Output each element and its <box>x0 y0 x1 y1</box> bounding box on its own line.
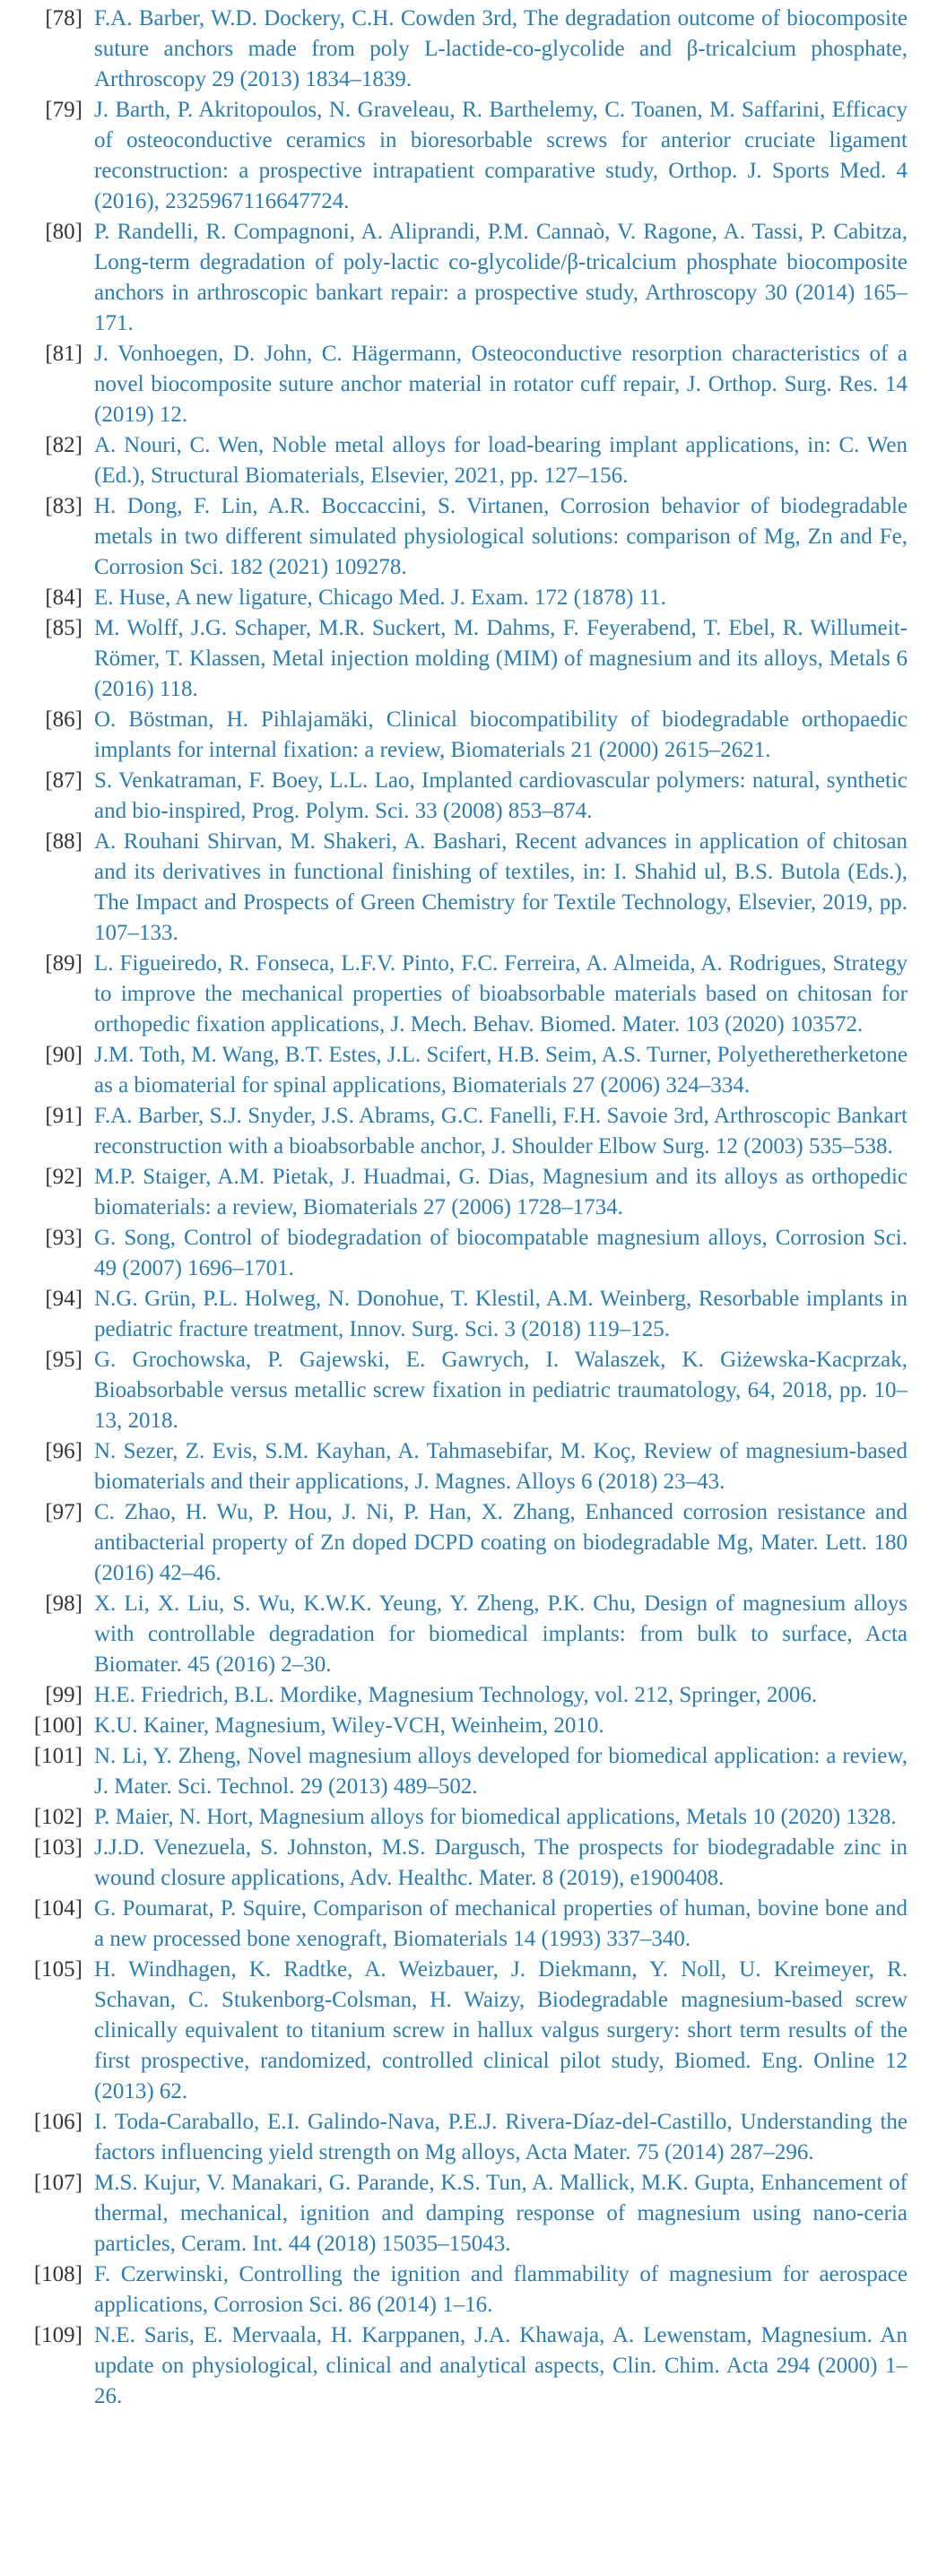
reference-number: [92] <box>45 1165 83 1189</box>
reference-item <box>25 1223 908 1284</box>
reference-item <box>25 1284 908 1345</box>
reference-number: [86] <box>45 707 83 732</box>
reference-link[interactable]: G. Song, Control of biodegradation of biocompatable magnesium alloys, Corrosion Sci. 49 (2007) 1696–1701. <box>94 1226 908 1280</box>
reference-link[interactable]: G. Grochowska, P. Gajewski, E. Gawrych, I. Walaszek, K. Giżewska-Kacprzak, Bioabsorbable versus metallic screw fixation in pediatric traumatology, 64, 2018, pp. 10–13, 2018. <box>94 1348 908 1433</box>
reference-link[interactable]: J. Vonhoegen, D. John, C. Hägermann, Osteoconductive resorption characteristics of a novel biocomposite suture anchor material in rotator cuff repair, J. Orthop. Surg. Res. 14 (2019) 12. <box>94 342 908 427</box>
reference-link[interactable]: J.J.D. Venezuela, S. Johnston, M.S. Dargusch, The prospects for biodegradable zinc in wound closure applications, Adv. Healthc. Mater. 8 (2019), e1900408. <box>94 1835 908 1890</box>
reference-number: [82] <box>45 433 83 457</box>
reference-link[interactable]: P. Maier, N. Hort, Magnesium alloys for biomedical applications, Metals 10 (2020) 1328. <box>94 1805 897 1829</box>
reference-item <box>25 491 908 583</box>
reference-link[interactable]: N. Sezer, Z. Evis, S.M. Kayhan, A. Tahmasebifar, M. Koç, Review of magnesium-based biomaterials and their applications, J. Magnes. Alloys 6 (2018) 23–43. <box>94 1439 908 1494</box>
reference-number: [88] <box>45 829 83 854</box>
reference-link[interactable]: F. Czerwinski, Controlling the ignition and flammability of magnesium for aerospace applications, Corrosion Sci. 86 (2014) 1–16. <box>94 2262 908 2317</box>
reference-number: [101] <box>33 1744 83 1768</box>
reference-link[interactable]: L. Figueiredo, R. Fonseca, L.F.V. Pinto, F.C. Ferreira, A. Almeida, A. Rodrigues, Strategy to improve the mechanical properties of bioabsorbable materials based on chitosan for orthopedic fixation applications, J. Mech. Behav. Biomed. Mater. 103 (2020) 103572. <box>94 951 908 1036</box>
reference-link[interactable]: H. Dong, F. Lin, A.R. Boccaccini, S. Virtanen, Corrosion behavior of biodegradable metals in two different simulated physiological solutions: comparison of Mg, Zn and Fe, Corrosion Sci. 182 (2021) 109278. <box>94 494 908 579</box>
reference-number: [100] <box>33 1713 83 1738</box>
reference-number: [105] <box>33 1957 83 1982</box>
reference-number: [85] <box>45 616 83 640</box>
reference-item <box>25 1345 908 1436</box>
reference-link[interactable]: H. Windhagen, K. Radtke, A. Weizbauer, J. Diekmann, Y. Noll, U. Kreimeyer, R. Schavan, C. Stukenborg-Colsman, H. Waizy, Biodegradable magnesium-based screw clinically equivalent to titanium screw in hallux valgus surgery: short term results of the first prospective, randomized, controlled clinical pilot study, Biomed. Eng. Online 12 (2013) 62. <box>94 1957 908 2103</box>
reference-item <box>25 583 908 613</box>
reference-link[interactable]: E. Huse, A new ligature, Chicago Med. J. Exam. 172 (1878) 11. <box>94 585 666 610</box>
reference-number: [97] <box>45 1500 83 1524</box>
reference-item <box>25 430 908 491</box>
reference-item <box>25 1711 908 1741</box>
reference-link[interactable]: I. Toda-Caraballo, E.I. Galindo-Nava, P.E.J. Rivera-Díaz-del-Castillo, Understanding the factors influencing yield strength on Mg alloys, Acta Mater. 75 (2014) 287–296. <box>94 2110 908 2164</box>
reference-number: [79] <box>45 98 83 122</box>
reference-number: [95] <box>45 1348 83 1372</box>
reference-item <box>25 1040 908 1101</box>
reference-item <box>25 2107 908 2168</box>
reference-item <box>25 1436 908 1497</box>
reference-item <box>25 1101 908 1162</box>
reference-number: [96] <box>45 1439 83 1463</box>
reference-item <box>25 1833 908 1894</box>
reference-link[interactable]: N.G. Grün, P.L. Holweg, N. Donohue, T. Klestil, A.M. Weinberg, Resorbable implants in pediatric fracture treatment, Innov. Surg. Sci. 3 (2018) 119–125. <box>94 1287 908 1341</box>
reference-link[interactable]: A. Rouhani Shirvan, M. Shakeri, A. Bashari, Recent advances in application of chitosan and its derivatives in functional finishing of textiles, in: I. Shahid ul, B.S. Butola (Eds.), The Impact and Prospects of Green Chemistry for Textile Technology, Elsevier, 2019, pp. 107–133. <box>94 829 908 945</box>
reference-item <box>25 4 908 95</box>
reference-item <box>25 2168 908 2259</box>
reference-number: [91] <box>45 1104 83 1128</box>
reference-number: [109] <box>33 2323 83 2347</box>
reference-link[interactable]: P. Randelli, R. Compagnoni, A. Aliprandi, P.M. Cannaò, V. Ragone, A. Tassi, P. Cabitza, Long-term degradation of poly-lactic co-glycolide/β-tricalcium phosphate biocomposite anchors in arthroscopic bankart repair: a prospective study, Arthroscopy 30 (2014) 165–171. <box>94 220 908 335</box>
reference-number: [102] <box>33 1805 83 1829</box>
reference-number: [94] <box>45 1287 83 1311</box>
reference-item <box>25 339 908 430</box>
reference-link[interactable]: S. Venkatraman, F. Boey, L.L. Lao, Implanted cardiovascular polymers: natural, synthetic and bio-inspired, Prog. Polym. Sci. 33 (2008) 853–874. <box>94 768 908 823</box>
reference-number: [98] <box>45 1592 83 1616</box>
reference-number: [103] <box>33 1835 83 1860</box>
reference-number: [84] <box>45 585 83 610</box>
reference-item <box>25 1894 908 1955</box>
reference-number: [107] <box>33 2171 83 2195</box>
reference-number: [89] <box>45 951 83 976</box>
reference-link[interactable]: M.S. Kujur, V. Manakari, G. Parande, K.S. Tun, A. Mallick, M.K. Gupta, Enhancement of thermal, mechanical, ignition and damping response of magnesium using nano-ceria particles, Ceram. Int. 44 (2018) 15035–15043. <box>94 2171 908 2256</box>
reference-link[interactable]: N. Li, Y. Zheng, Novel magnesium alloys developed for biomedical application: a review, J. Mater. Sci. Technol. 29 (2013) 489–502. <box>94 1744 908 1799</box>
reference-link[interactable]: J.M. Toth, M. Wang, B.T. Estes, J.L. Scifert, H.B. Seim, A.S. Turner, Polyetheretherketone as a biomaterial for spinal applications, Biomaterials 27 (2006) 324–334. <box>94 1043 908 1097</box>
reference-link[interactable]: X. Li, X. Liu, S. Wu, K.W.K. Yeung, Y. Zheng, P.K. Chu, Design of magnesium alloys with controllable degradation for biomedical implants: from bulk to surface, Acta Biomater. 45 (2016) 2–30. <box>94 1592 908 1677</box>
reference-item <box>25 1680 908 1711</box>
reference-item <box>25 827 908 949</box>
reference-link[interactable]: H.E. Friedrich, B.L. Mordike, Magnesium Technology, vol. 212, Springer, 2006. <box>94 1683 818 1707</box>
reference-item <box>25 217 908 339</box>
reference-link[interactable]: N.E. Saris, E. Mervaala, H. Karppanen, J.A. Khawaja, A. Lewenstam, Magnesium. An update on physiological, clinical and analytical aspects, Clin. Chim. Acta 294 (2000) 1–26. <box>94 2323 908 2408</box>
reference-item <box>25 1741 908 1802</box>
reference-item <box>25 1802 908 1833</box>
reference-link[interactable]: F.A. Barber, S.J. Snyder, J.S. Abrams, G.C. Fanelli, F.H. Savoie 3rd, Arthroscopic Bankart reconstruction with a bioabsorbable anchor, J. Shoulder Elbow Surg. 12 (2003) 535–538. <box>94 1104 908 1158</box>
reference-item <box>25 1497 908 1589</box>
reference-item <box>25 949 908 1040</box>
reference-item <box>25 1955 908 2107</box>
reference-link[interactable]: O. Böstman, H. Pihlajamäki, Clinical biocompatibility of biodegradable orthopaedic implants for internal fixation: a review, Biomaterials 21 (2000) 2615–2621. <box>94 707 908 762</box>
reference-link[interactable]: M. Wolff, J.G. Schaper, M.R. Suckert, M. Dahms, F. Feyerabend, T. Ebel, R. Willumeit-Römer, T. Klassen, Metal injection molding (MIM) of magnesium and its alloys, Metals 6 (2016) 118. <box>94 616 908 701</box>
reference-link[interactable]: G. Poumarat, P. Squire, Comparison of mechanical properties of human, bovine bone and a new processed bone xenograft, Biomaterials 14 (1993) 337–340. <box>94 1896 908 1951</box>
reference-number: [81] <box>45 342 83 366</box>
reference-item <box>25 613 908 705</box>
reference-number: [78] <box>45 6 83 30</box>
reference-number: [104] <box>33 1896 83 1921</box>
reference-number: [99] <box>45 1683 83 1707</box>
reference-number: [90] <box>45 1043 83 1067</box>
reference-number: [93] <box>45 1226 83 1250</box>
reference-number: [106] <box>33 2110 83 2134</box>
reference-link[interactable]: M.P. Staiger, A.M. Pietak, J. Huadmai, G. Dias, Magnesium and its alloys as orthopedic biomaterials: a review, Biomaterials 27 (2006) 1728–1734. <box>94 1165 908 1219</box>
reference-number: [87] <box>45 768 83 793</box>
reference-number: [80] <box>45 220 83 244</box>
reference-item <box>25 2320 908 2412</box>
reference-number: [108] <box>33 2262 83 2286</box>
reference-item <box>25 1162 908 1223</box>
reference-item <box>25 1589 908 1680</box>
reference-item <box>25 2259 908 2320</box>
reference-item <box>25 766 908 827</box>
reference-number: [83] <box>45 494 83 518</box>
reference-link[interactable]: J. Barth, P. Akritopoulos, N. Graveleau, R. Barthelemy, C. Toanen, M. Saffarini, Efficacy of osteoconductive ceramics in bioresorbable screws for anterior cruciate ligament reconstruction: a prospective intrapatient comparative study, Orthop. J. Sports Med. 4 (2016), 2325967116647724. <box>94 98 908 213</box>
reference-link[interactable]: A. Nouri, C. Wen, Noble metal alloys for load-bearing implant applications, in: C. Wen (Ed.), Structural Biomaterials, Elsevier, 2021, pp. 127–156. <box>94 433 908 488</box>
reference-link[interactable]: F.A. Barber, W.D. Dockery, C.H. Cowden 3rd, The degradation outcome of biocomposite suture anchors made from poly L-lactide-co-glycolide and β-tricalcium phosphate, Arthroscopy 29 (2013) 1834–1839. <box>94 6 908 91</box>
reference-link[interactable]: C. Zhao, H. Wu, P. Hou, J. Ni, P. Han, X. Zhang, Enhanced corrosion resistance and antibacterial property of Zn doped DCPD coating on biodegradable Mg, Mater. Lett. 180 (2016) 42–46. <box>94 1500 908 1585</box>
reference-link[interactable]: K.U. Kainer, Magnesium, Wiley-VCH, Weinheim, 2010. <box>94 1713 604 1738</box>
reference-item <box>25 95 908 217</box>
reference-item <box>25 705 908 766</box>
